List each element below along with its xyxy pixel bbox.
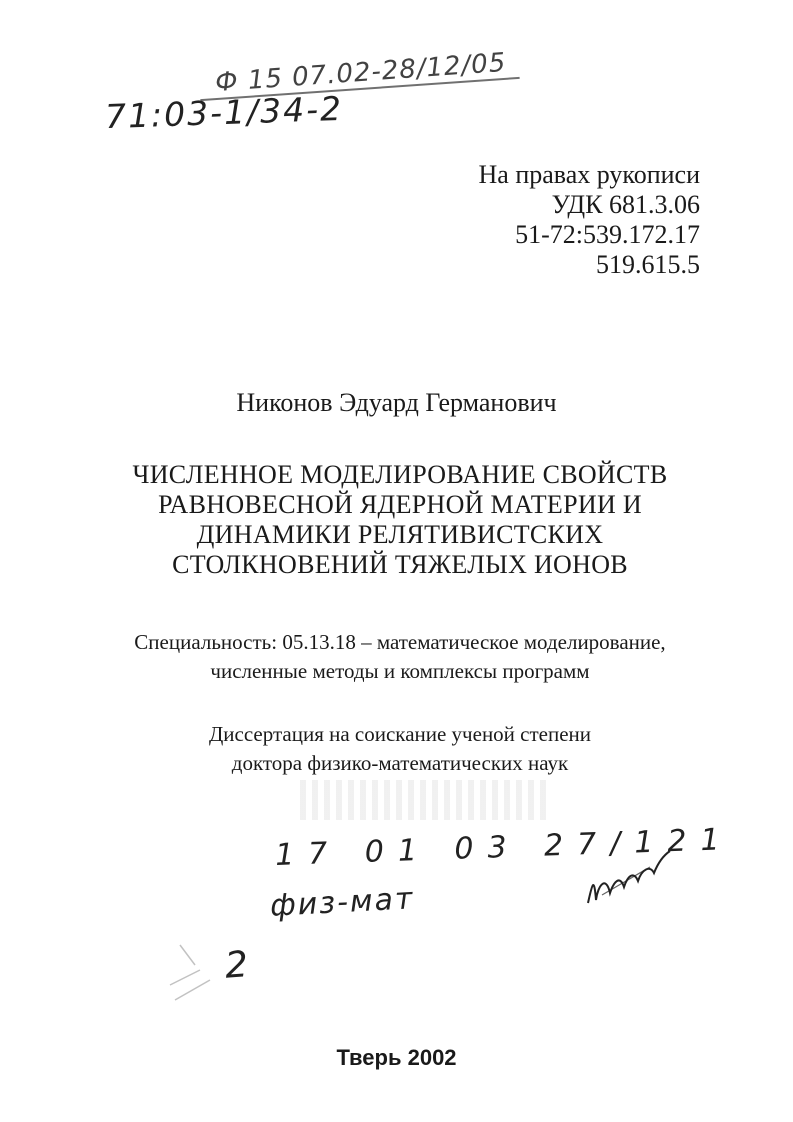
degree-line-2: доктора физико-математических наук [231, 751, 569, 775]
manuscript-rights-label: На правах рукописи [478, 160, 700, 189]
degree-block [80, 720, 720, 778]
city-and-year: Тверь 2002 [336, 1045, 457, 1070]
handwritten-department: физ-мат [269, 881, 416, 924]
title-line-2: РАВНОВЕСНОЙ ЯДЕРНОЙ МАТЕРИИ И [158, 490, 642, 519]
title-line-1: ЧИСЛЕННОЕ МОДЕЛИРОВАНИЕ СВОЙСТВ [132, 460, 668, 489]
author-name: Никонов Эдуард Германович [236, 388, 557, 417]
udc-code: УДК 681.3.06 [551, 190, 700, 219]
udc-code-secondary: 51-72:539.172.17 [515, 220, 700, 249]
specialty-line-2: численные методы и комплексы программ [210, 659, 590, 683]
handwritten-archive-code: Ф 15 07.02-28/12/05 [214, 47, 508, 99]
title-line-4: СТОЛКНОВЕНИЙ ТЯЖЕЛЫХ ИОНОВ [172, 550, 628, 579]
header-meta-block [479, 160, 701, 280]
degree-line-1: Диссертация на соискание ученой степени [208, 722, 592, 746]
pencil-marks [160, 925, 280, 1005]
udc-code-tertiary: 519.615.5 [596, 250, 700, 279]
handwritten-date: 17 01 03 27/121 [274, 822, 735, 873]
title-line-3: ДИНАМИКИ РЕЛЯТИВИСТСКИХ [196, 520, 604, 549]
specialty-line-1: Специальность: 05.13.18 – математическое моделирование, [134, 630, 666, 654]
dissertation-title [80, 460, 720, 580]
faint-stamp-mark [300, 780, 550, 820]
handwritten-number: 2 [223, 944, 250, 987]
handwritten-catalog-number: 71:03-1/34-2 [104, 88, 344, 137]
specialty-block [80, 628, 720, 686]
signature-image [580, 845, 675, 910]
